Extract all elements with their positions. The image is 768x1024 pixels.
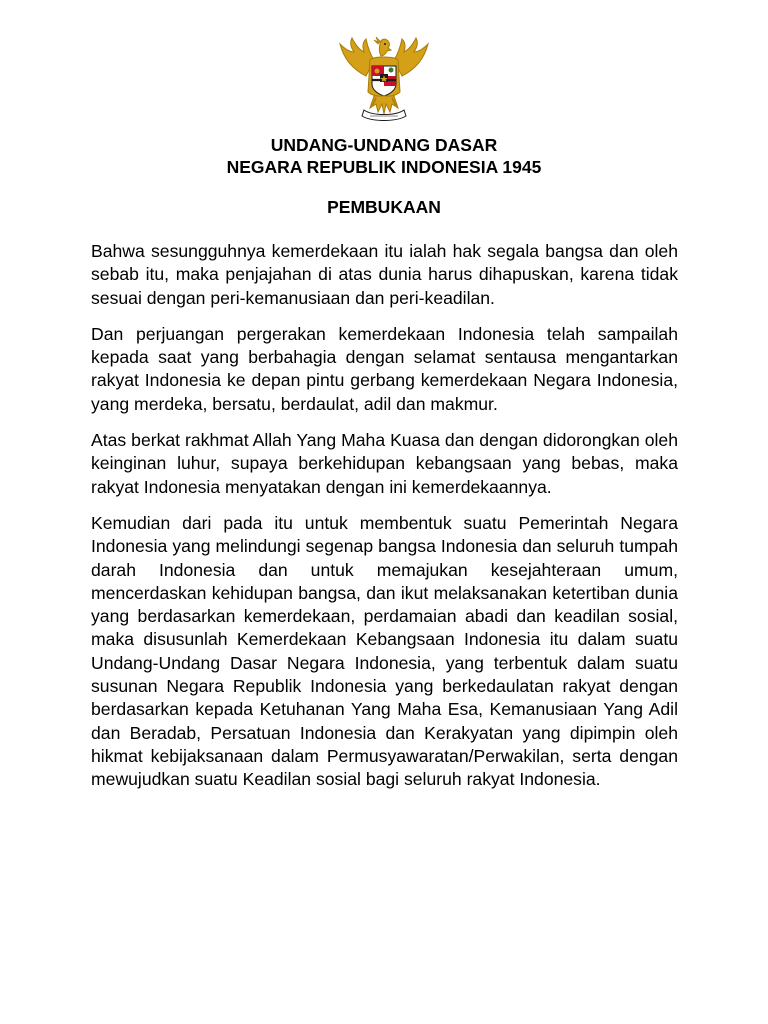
paragraph-3: Atas berkat rakhmat Allah Yang Maha Kuasa dan dengan didorongkan oleh keinginan luhur, supaya berkehidupan kebangsaan yang bebas, maka rakyat Indonesia menyatakan dengan ini kemerdekaannya. — [91, 430, 678, 497]
section-title: PEMBUKAAN — [327, 197, 441, 217]
title-line-2: NEGARA REPUBLIK INDONESIA 1945 — [226, 157, 542, 177]
title-line-1: UNDANG-UNDANG DASAR — [270, 135, 498, 155]
garuda-emblem-icon — [336, 34, 432, 124]
document-title — [0, 134, 768, 178]
document-body — [91, 240, 678, 805]
paragraph-1: Bahwa sesungguhnya kemerdekaan itu ialah hak segala bangsa dan oleh sebab itu, maka penjajahan di atas dunia harus dihapuskan, karena tidak sesuai dengan peri-kemanusiaan dan peri-keadilan. — [91, 241, 678, 308]
paragraph-4: Kemudian dari pada itu untuk membentuk suatu Pemerintah Negara Indonesia yang melindungi segenap bangsa Indonesia dan seluruh tumpah darah Indonesia dan untuk memajukan kesejahteraan umum, mencerdaskan kehidupan bangsa, dan ikut melaksanakan ketertiban dunia yang berdasarkan kemerdekaan, perdamaian abadi dan keadilan sosial, maka disusunlah Kemerdekaan Kebangsaan Indonesia itu dalam suatu Undang-Undang Dasar Negara Indonesia, yang terbentuk dalam suatu susunan Negara Republik Indonesia yang berkedaulatan rakyat dengan berdasarkan kepada Ketuhanan Yang Maha Esa, Kemanusiaan Yang Adil dan Beradab, Persatuan Indonesia dan Kerakyatan yang dipimpin oleh hikmat kebijaksanaan dalam Permusyawaratan/Perwakilan, serta dengan mewujudkan suatu Keadilan sosial bagi seluruh rakyat Indonesia. — [91, 512, 678, 790]
paragraph-2: Dan perjuangan pergerakan kemerdekaan Indonesia telah sampailah kepada saat yang berbahagia dengan selamat sentausa mengantarkan rakyat Indonesia ke depan pintu gerbang kemerdekaan Negara Indonesia, yang merdeka, bersatu, berdaulat, adil dan makmur. — [91, 323, 678, 414]
